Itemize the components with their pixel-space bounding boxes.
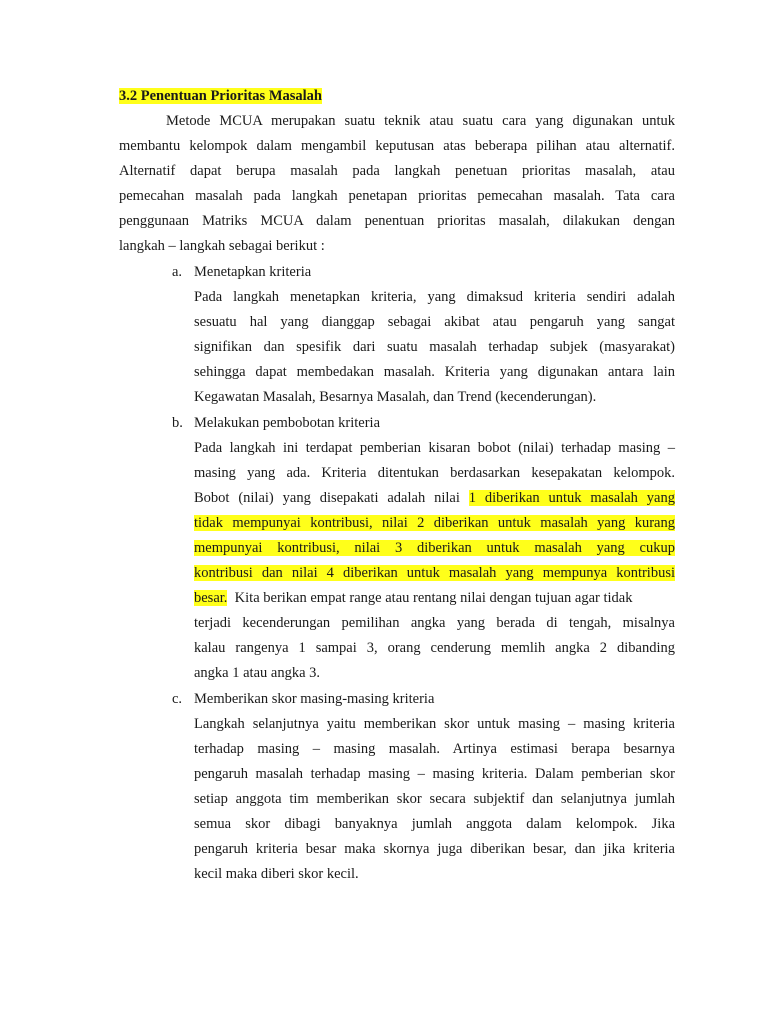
list-item-line: Langkah selanjutnya yaitu memberikan skor untuk masing – masing kriteria: [194, 716, 675, 732]
list-item-line: [194, 538, 675, 558]
list-marker-a: a.: [172, 264, 183, 280]
highlighted-text: tidak mempunyai kontribusi, nilai 2 diberikan untuk masalah yang kurang: [194, 515, 675, 531]
list-marker-b: b.: [172, 415, 183, 431]
list-item-line: masing yang ada. Kriteria ditentukan berdasarkan kesepakatan kelompok.: [194, 465, 675, 481]
intro-line: penggunaan Matriks MCUA dalam penentuan prioritas masalah, dilakukan dengan: [119, 213, 675, 229]
list-item-line: setiap anggota tim memberikan skor secara subjektif dan selanjutnya jumlah: [194, 791, 675, 807]
list-item-line: terjadi kecenderungan pemilihan angka yang berada di tengah, misalnya: [194, 615, 675, 631]
list-item-line: pengaruh masalah terhadap masing – masing kriteria. Dalam pemberian skor: [194, 766, 675, 782]
list-item-line: angka 1 atau angka 3.: [194, 665, 321, 681]
list-item-title: Menetapkan kriteria: [194, 264, 312, 280]
list-item-line: terhadap masing – masing masalah. Artinya estimasi berapa besarnya: [194, 741, 675, 757]
section-heading-text: 3.2 Penentuan Prioritas Masalah: [119, 88, 322, 104]
intro-line: Metode MCUA merupakan suatu teknik atau suatu cara yang digunakan untuk: [166, 113, 675, 129]
list-item-line: Pada langkah ini terdapat pemberian kisaran bobot (nilai) terhadap masing –: [194, 440, 675, 456]
list-item-line: semua skor dibagi banyaknya jumlah anggota dalam kelompok. Jika: [194, 816, 675, 832]
list-item-line: kalau rangenya 1 sampai 3, orang cenderung memlih angka 2 dibanding: [194, 640, 675, 656]
list-item-line: kecil maka diberi skor kecil.: [194, 866, 359, 882]
list-item-line: sesuatu hal yang dianggap sebagai akibat atau pengaruh yang sangat: [194, 314, 675, 330]
section-heading: [119, 86, 322, 106]
intro-line: membantu kelompok dalam mengambil keputusan atas beberapa pilihan atau alternatif.: [119, 138, 675, 154]
list-item-title: Melakukan pembobotan kriteria: [194, 415, 381, 431]
list-item-line: signifikan dan spesifik dari suatu masalah terhadap subjek (masyarakat): [194, 339, 675, 355]
plain-text: Bobot (nilai) yang disepakati adalah nilai: [194, 490, 469, 506]
highlighted-text: kontribusi dan nilai 4 diberikan untuk masalah yang mempunya kontribusi: [194, 565, 675, 581]
highlighted-text: 1 diberikan untuk masalah yang: [468, 490, 675, 506]
list-item-line: [194, 513, 675, 533]
highlighted-text: besar.: [194, 590, 228, 606]
list-item-line: [194, 488, 675, 508]
list-item-line: pengaruh kriteria besar maka skornya juga diberikan besar, dan jika kriteria: [194, 841, 675, 857]
intro-line: langkah – langkah sebagai berikut :: [119, 238, 325, 254]
list-item-line: Kegawatan Masalah, Besarnya Masalah, dan Trend (kecenderungan).: [194, 389, 597, 405]
list-item-title: Memberikan skor masing-masing kriteria: [194, 691, 435, 707]
list-item-line: sehingga dapat membedakan masalah. Kriteria yang digunakan antara lain: [194, 364, 675, 380]
list-item-line: Pada langkah menetapkan kriteria, yang dimaksud kriteria sendiri adalah: [194, 289, 675, 305]
list-item-line: [194, 563, 675, 583]
plain-text: Kita berikan empat range atau rentang nilai dengan tujuan agar tidak: [227, 590, 633, 606]
intro-line: pemecahan masalah pada langkah penetapan prioritas pemecahan masalah. Tata cara: [119, 188, 675, 204]
intro-line: Alternatif dapat berupa masalah pada langkah penetuan prioritas masalah, atau: [119, 163, 675, 179]
highlighted-text: mempunyai kontribusi, nilai 3 diberikan untuk masalah yang cukup: [194, 540, 675, 556]
list-marker-c: c.: [172, 691, 183, 707]
list-item-line: [194, 588, 675, 608]
